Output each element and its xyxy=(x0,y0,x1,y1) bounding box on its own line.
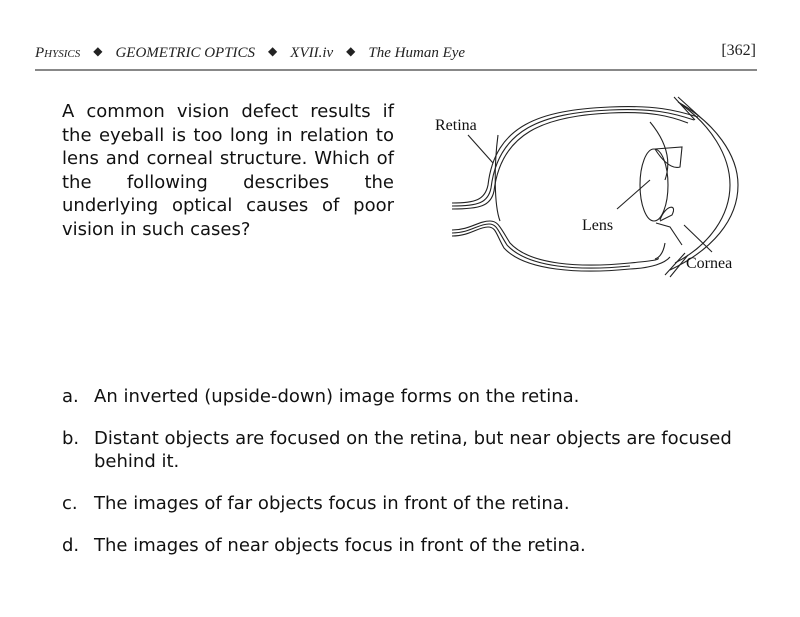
option-c[interactable] xyxy=(62,492,762,515)
option-letter: c. xyxy=(62,493,78,514)
answer-options xyxy=(62,385,762,576)
option-letter: b. xyxy=(62,428,80,449)
header-topic: GEOMETRIC OPTICS xyxy=(115,45,256,61)
option-letter: d. xyxy=(62,535,80,556)
label-cornea: Cornea xyxy=(686,255,733,272)
option-text: The images of near objects focus in front of the retina. xyxy=(94,535,586,556)
label-retina: Retina xyxy=(435,117,477,134)
option-text: An inverted (upside-down) image forms on the retina. xyxy=(94,386,580,407)
eye-diagram xyxy=(420,85,760,285)
option-text: The images of far objects focus in front of the retina. xyxy=(94,493,570,514)
page-number: [362] xyxy=(721,42,756,59)
label-lens: Lens xyxy=(582,217,614,234)
header-subject: Physics xyxy=(35,45,81,61)
header-divider xyxy=(35,69,757,71)
option-letter: a. xyxy=(62,386,79,407)
question-text: A common vision defect results if the eyeball is too long in relation to lens and corneal structure. Which of the following describes the underlying optical causes of poor vision in such cases? xyxy=(62,101,394,240)
running-header xyxy=(35,44,465,62)
header-title: The Human Eye xyxy=(368,45,466,61)
bullet-icon: ◆ xyxy=(346,44,356,58)
option-b[interactable] xyxy=(62,427,762,473)
bullet-icon: ◆ xyxy=(93,44,103,58)
header-section: XVII.iv xyxy=(290,45,334,61)
option-d[interactable] xyxy=(62,534,762,557)
option-a[interactable] xyxy=(62,385,762,408)
bullet-icon: ◆ xyxy=(268,44,278,58)
option-text: Distant objects are focused on the retina, but near objects are focused behind it. xyxy=(94,428,732,472)
